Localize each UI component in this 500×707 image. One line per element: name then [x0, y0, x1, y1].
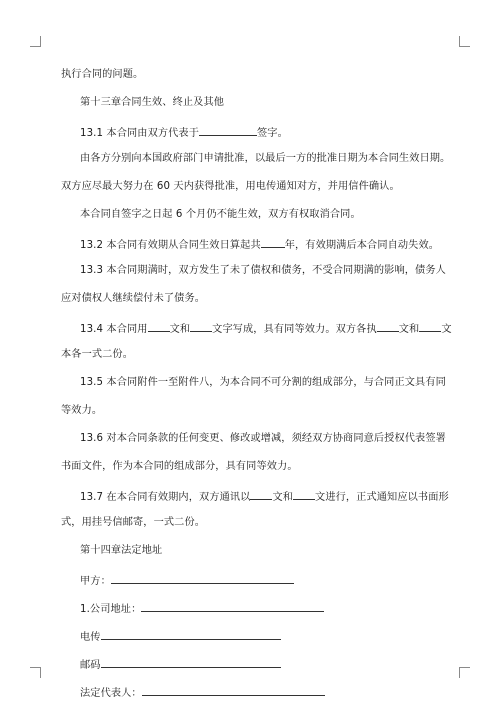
language-blank[interactable] — [148, 320, 170, 332]
clause-text: 文 — [441, 324, 452, 335]
clause-text: 年，有效期满后本合同自动失效。 — [284, 240, 440, 251]
postcode-blank[interactable] — [101, 656, 281, 668]
clause-13-3: 13.3 本合同期满时，双方发生了未了债权和债务，不受合同期满的影响，债务人 — [80, 265, 446, 276]
clause-text: 签字。 — [257, 128, 288, 139]
field-label: 甲方： — [80, 576, 111, 587]
company-address-field — [80, 600, 324, 617]
language-blank[interactable] — [190, 320, 212, 332]
clause-13-5: 13.5 本合同附件一至附件八，为本合同不可分割的组成部分，与合同正文具有同 — [80, 377, 446, 388]
clause-13-6: 13.6 对本合同条款的任何变更、修改或增减，须经双方协商同意后授权代表签署 — [80, 433, 446, 444]
telex-blank[interactable] — [101, 628, 281, 640]
crop-mark-top-left — [30, 36, 41, 47]
chapter-heading: 第十四章法定地址 — [80, 545, 163, 556]
language-blank[interactable] — [377, 320, 399, 332]
language-blank[interactable] — [293, 488, 315, 500]
paragraph-line: 等效力。 — [61, 405, 103, 416]
paragraph-line: 由各方分别向本国政府部门申请批准，以最后一方的批准日期为本合同生效日期。 — [80, 153, 451, 164]
clause-13-2 — [80, 236, 439, 253]
chapter-heading: 第十三章合同生效、终止及其他 — [80, 97, 225, 108]
crop-mark-bottom-right — [459, 667, 470, 678]
paragraph-line: 双方应尽最大努力在 60 天内获得批准，用电传通知对方，并用信件确认。 — [61, 181, 400, 192]
clause-text: 文和 — [169, 324, 191, 335]
legal-representative-blank[interactable] — [142, 684, 325, 696]
clause-text: 文和 — [398, 324, 420, 335]
clause-text: 文进行，正式通知应以书面形 — [315, 492, 449, 503]
paragraph-line: 本各一式二份。 — [61, 349, 134, 360]
postcode-field — [80, 656, 281, 673]
paragraph-line: 式，用挂号信邮寄，一式二份。 — [61, 517, 206, 528]
party-a-blank[interactable] — [111, 572, 294, 584]
validity-years-blank[interactable] — [261, 236, 285, 248]
clause-text: 文和 — [272, 492, 294, 503]
paragraph-line: 书面文件，作为本合同的组成部分，具有同等效力。 — [61, 461, 298, 472]
legal-representative-field — [80, 684, 325, 701]
field-label: 电传 — [80, 632, 101, 643]
clause-13-7 — [80, 488, 449, 505]
field-label: 法定代表人： — [80, 688, 142, 699]
company-address-blank[interactable] — [141, 600, 324, 612]
clause-13-4 — [80, 320, 452, 337]
paragraph-line: 本合同自签字之日起 6 个月仍不能生效，双方有权取消合同。 — [80, 209, 361, 220]
clause-text: 13.7 在本合同有效期内，双方通讯以 — [80, 492, 251, 503]
clause-13-1 — [80, 124, 288, 141]
language-blank[interactable] — [419, 320, 441, 332]
signing-place-blank[interactable] — [199, 124, 257, 136]
party-a-field — [80, 572, 294, 589]
clause-text: 13.4 本合同用 — [80, 324, 148, 335]
paragraph-line: 应对债权人继续偿付未了债务。 — [61, 293, 206, 304]
clause-text: 13.1 本合同由双方代表于 — [80, 128, 200, 139]
field-label: 1.公司地址： — [80, 604, 142, 615]
clause-text: 13.2 本合同有效期从合同生效日算起共 — [80, 240, 261, 251]
clause-text: 文字写成，具有同等效力。双方各执 — [212, 324, 377, 335]
paragraph-line: 执行合同的问题。 — [61, 69, 144, 80]
language-blank[interactable] — [250, 488, 272, 500]
crop-mark-bottom-left — [30, 667, 41, 678]
crop-mark-top-right — [459, 36, 470, 47]
field-label: 邮码 — [80, 660, 101, 671]
telex-field — [80, 628, 281, 645]
